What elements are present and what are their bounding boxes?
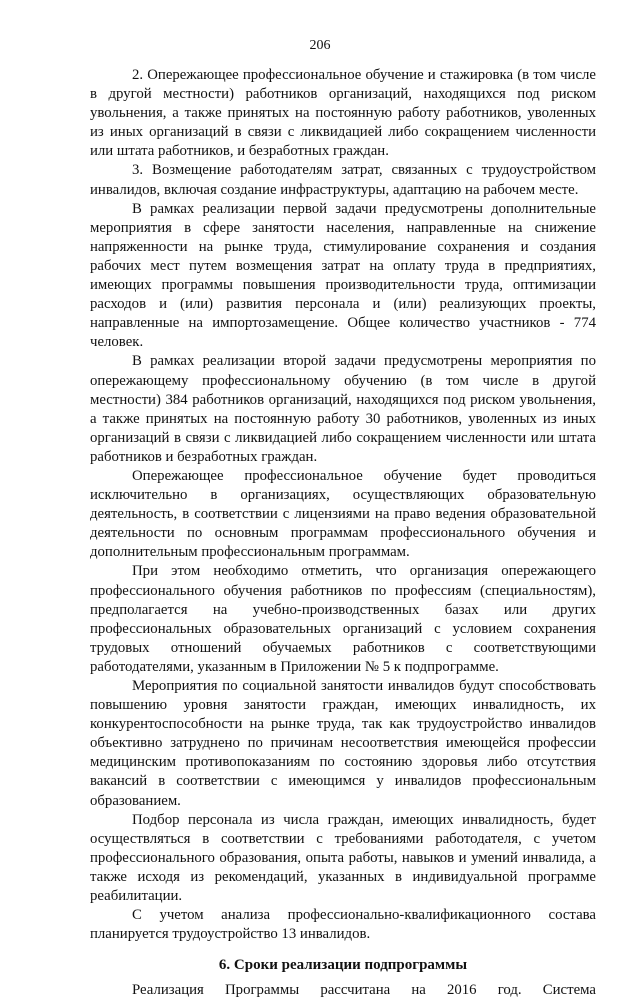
paragraph-personnel-selection: Подбор персонала из числа граждан, имеющих инвалидность, будет осуществляться в соответствии с требованиями работодателя, с учетом профессионального образования, опыта работы, навыков и умений инвалида, а также исходя из рекомендаций, указанных в индивидуальной программе реабилитации. xyxy=(90,811,596,905)
paragraph-employer-compensation-item: 3. Возмещение работодателям затрат, связанных с трудоустройством инвалидов, включая создание инфраструктуры, адаптацию на рабочем месте. xyxy=(90,162,596,198)
paragraph-disabled-employment: Мероприятия по социальной занятости инвалидов будут способствовать повышению уровня занятости граждан, имеющих инвалидность, их конкурентоспособности на рынке труда, так как трудоустройство инвалидов объективно затруднено по причинам несоответствия имеющейся профессии медицинским противопоказаниям по состоянию здоровья либо отсутствия вакансий в соответствии с имеющимся у инвалидов профессиональным образованием. xyxy=(90,678,596,809)
paragraph-first-task: В рамках реализации первой задачи предусмотрены дополнительные мероприятия в сфере занятости населения, направленные на снижение напряженности на рынке труда, стимулирование сохранения и создания рабочих мест путем возмещения затрат на оплату труда в предприятиях, имеющих программы повышения производительности труда, оптимизации расходов и (или) развития персонала и (или) реализующих проекты, направленные на импортозамещение. Общее количество участников - 774 человек. xyxy=(90,200,596,351)
paragraph-training-organization-note: При этом необходимо отметить, что организация опережающего профессионального обучения работников по профессиям (специальностям), предполагается на учебно-производственных базах или других профессиональных образовательных организаций с условием сохранения трудовых отношений обучаемых работников с соответствующими работодателями, указанным в Приложении № 5 к подпрограмме. xyxy=(90,563,596,675)
paragraph-planned-employment: С учетом анализа профессионально-квалификационного состава планируется трудоустройство 13 инвалидов. xyxy=(90,907,596,943)
paragraph-advanced-training-item: 2. Опережающее профессиональное обучение и стажировка (в том числе в другой местности) работников организаций, находящихся под риском увольнения, а также принятых на постоянную работу работников, уволенных из иных организаций в связи с ликвидацией либо сокращением численности или штата работников, и безработных граждан. xyxy=(90,67,596,160)
section-heading: 6. Сроки реализации подпрограммы xyxy=(218,957,468,974)
paragraph-training-organizations: Опережающее профессиональное обучение будет проводиться исключительно в организациях, осуществляющих образовательную деятельность, в соответствии с лицензиями на право ведения образовательной деятельности по основным программам профессионального обучения и дополнительным профессиональным программам. xyxy=(90,467,596,561)
page-number: 206 xyxy=(309,38,331,53)
page-body xyxy=(90,66,596,1000)
paragraph-second-task: В рамках реализации второй задачи предусмотрены мероприятия по опережающему профессиональному обучению (в том числе в другой местности) 384 работников организаций, находящихся под риском увольнения, а также принятых на постоянную работу 30 работников, уволенных из иных организаций в связи с ликвидацией либо сокращением численности или штата работников и безработных граждан. xyxy=(90,353,596,465)
paragraph-section-start: Реализация Программы рассчитана на 2016 год. Система xyxy=(132,982,596,999)
